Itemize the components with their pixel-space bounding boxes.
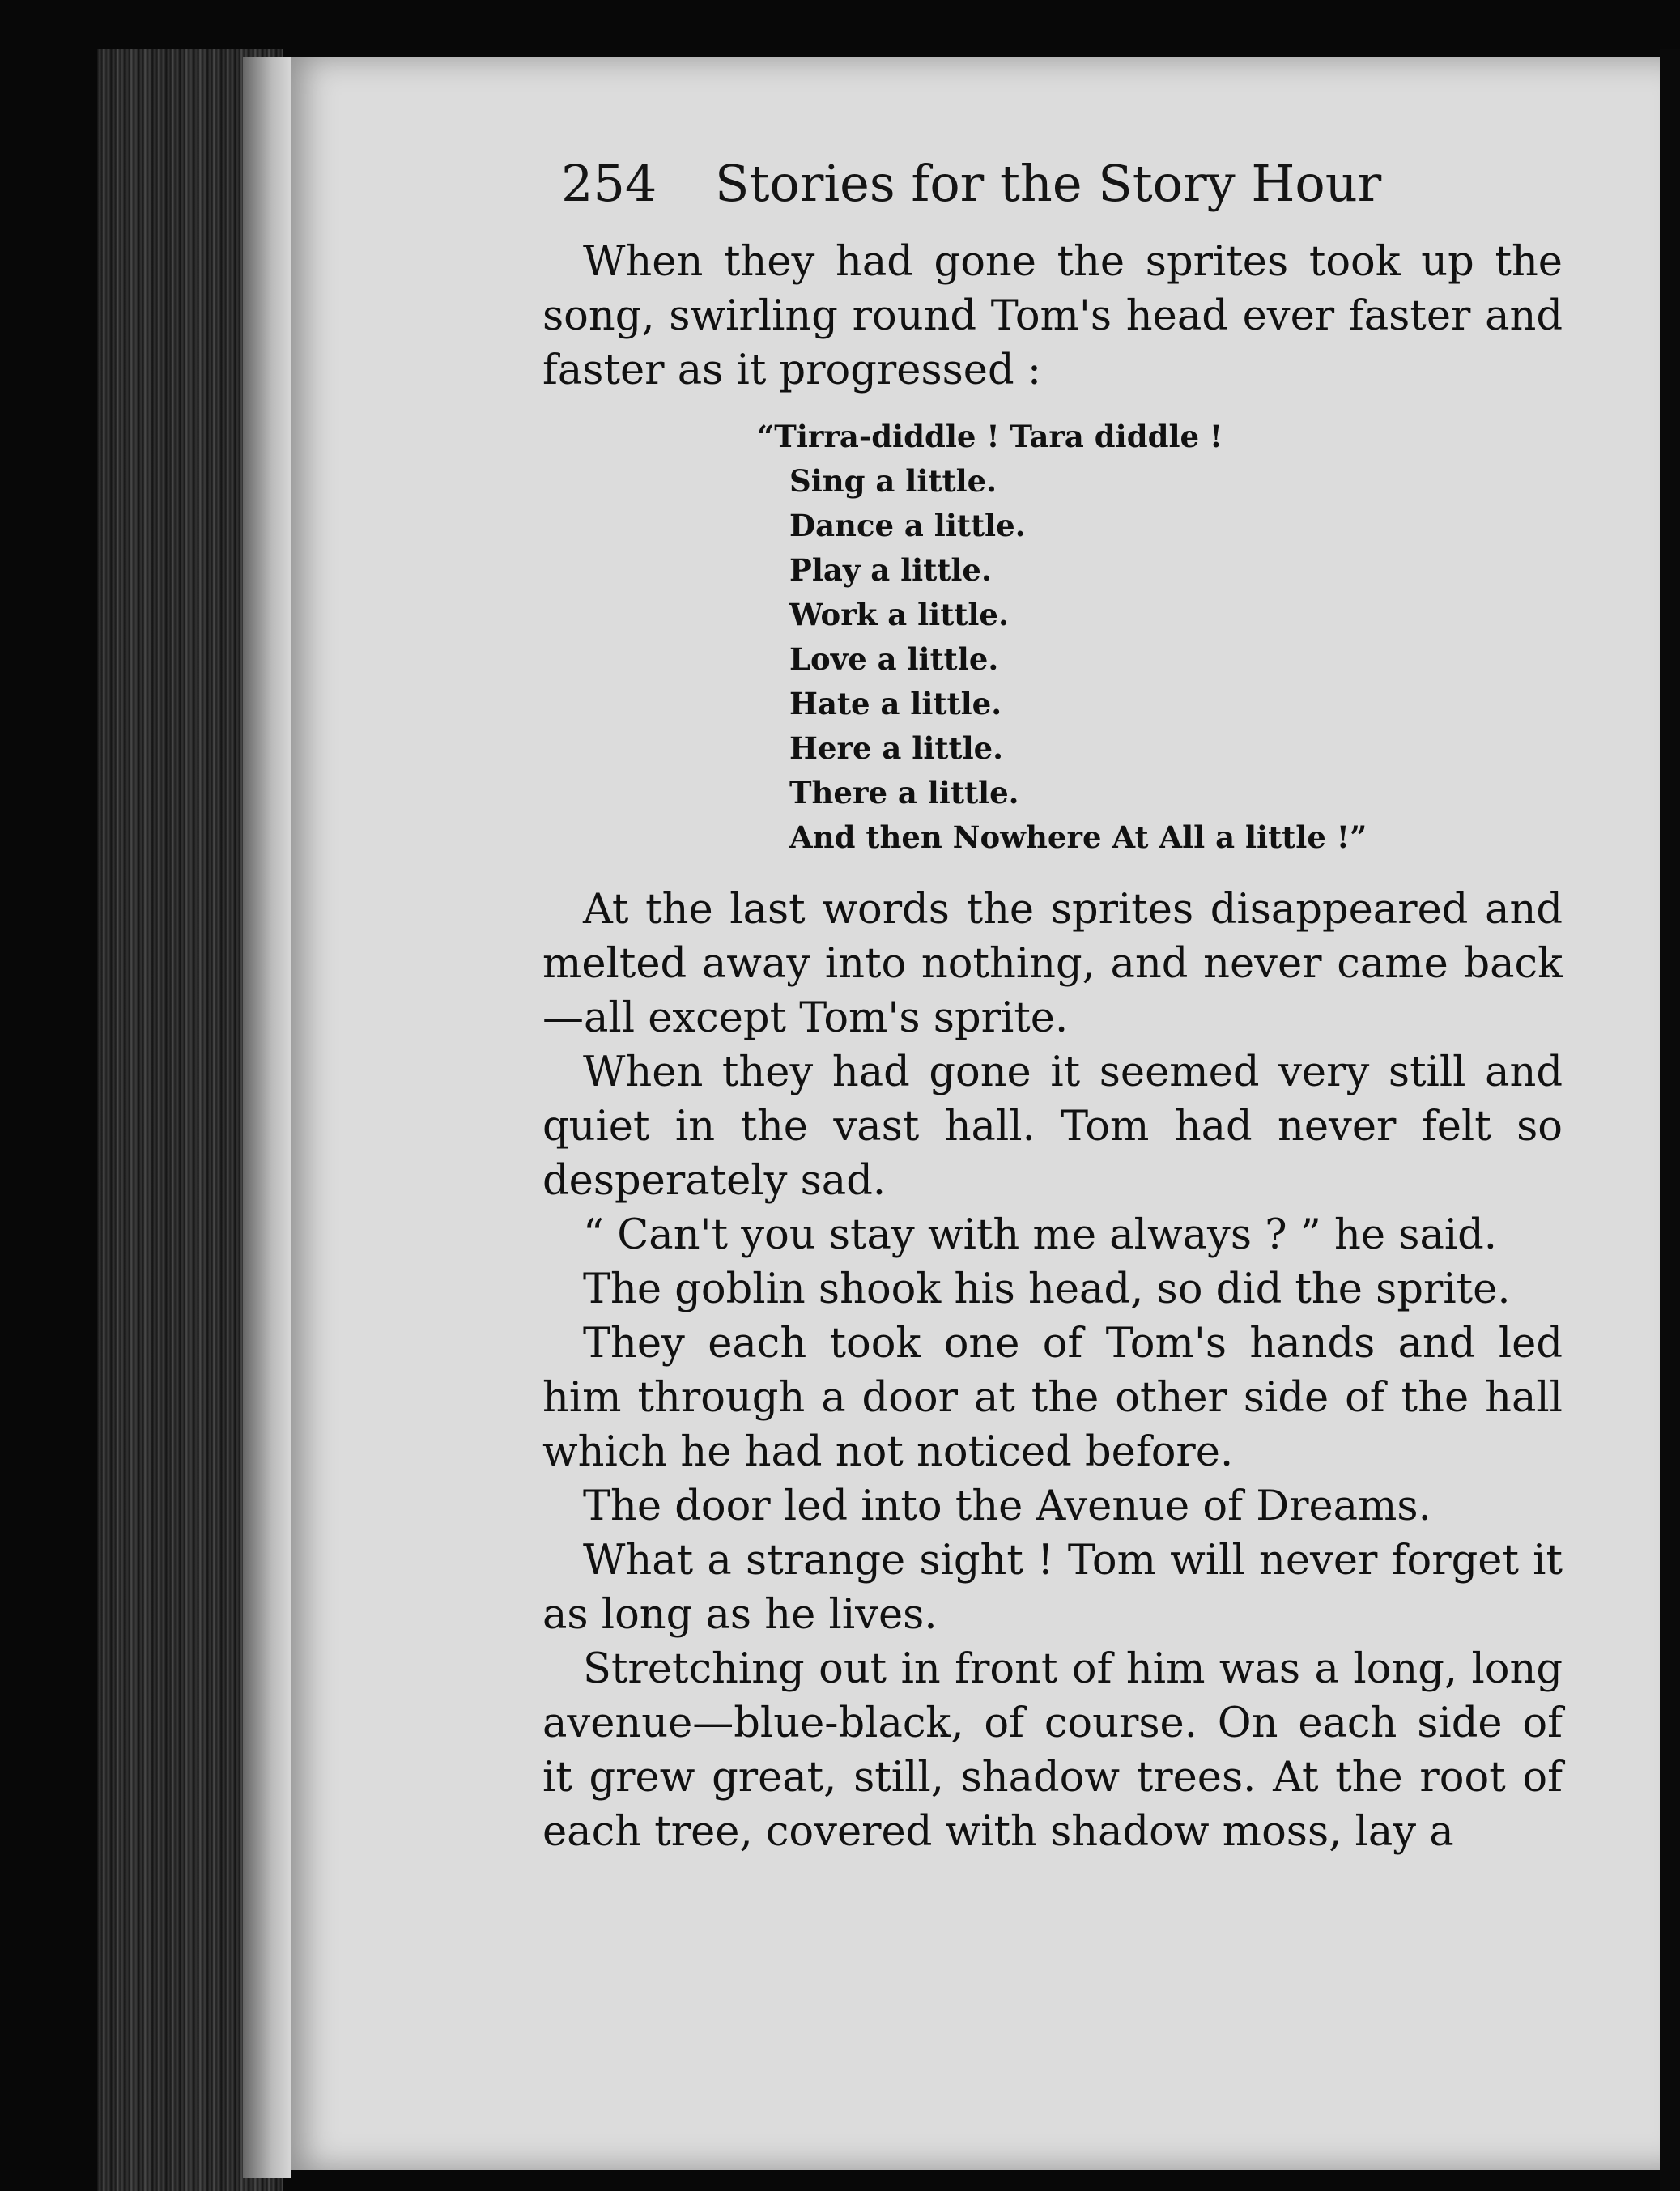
poem-line: There a little. bbox=[789, 775, 1019, 810]
running-title: Stories for the Story Hour bbox=[715, 154, 1382, 213]
poem-line: Love a little. bbox=[789, 641, 999, 677]
poem-line: Work a little. bbox=[789, 597, 1009, 632]
paragraph: The goblin shook his head, so did the sprite. bbox=[583, 1266, 1511, 1313]
paragraph: The door led into the Avenue of Dreams. bbox=[583, 1483, 1431, 1530]
paragraph: “ Can't you stay with me always ? ” he said. bbox=[583, 1211, 1498, 1259]
text-block-bottom bbox=[542, 883, 1563, 1859]
paragraph: What a strange sight ! Tom will never forget it as long as he lives. bbox=[542, 1537, 1563, 1639]
poem-line: Sing a little. bbox=[789, 463, 997, 499]
page-number: 254 bbox=[561, 154, 657, 213]
text-block-top bbox=[542, 235, 1563, 398]
running-header bbox=[561, 154, 1403, 219]
paragraph: When they had gone the sprites took up the song, swirling round Tom's head ever faster and faster as it progressed : bbox=[542, 238, 1563, 394]
poem-line: Hate a little. bbox=[789, 686, 1002, 721]
poem-line: And then Nowhere At All a little !” bbox=[789, 819, 1367, 855]
poem-line: Here a little. bbox=[789, 730, 1004, 766]
paragraph: At the last words the sprites disappeared and melted away into nothing, and never came back —all except Tom's sprite. bbox=[542, 886, 1563, 1042]
paragraph: They each took one of Tom's hands and led him through a door at the other side of the hall which he had not noticed before. bbox=[542, 1320, 1563, 1476]
paragraph: When they had gone it seemed very still and quiet in the vast hall. Tom had never felt so desperately sad. bbox=[542, 1049, 1563, 1205]
poem-line: “Tirra-diddle ! Tara diddle ! bbox=[757, 419, 1223, 454]
poem-line: Dance a little. bbox=[789, 508, 1026, 543]
poem-line: Play a little. bbox=[789, 552, 992, 588]
paragraph: Stretching out in front of him was a long, long avenue—blue-black, of course. On each side of it grew great, still, shadow trees. At the root of each tree, covered with shadow moss, lay a bbox=[542, 1645, 1563, 1856]
page-gutter-edge bbox=[243, 57, 291, 2178]
poem bbox=[757, 415, 1486, 860]
page-right-edge bbox=[1660, 49, 1680, 2191]
